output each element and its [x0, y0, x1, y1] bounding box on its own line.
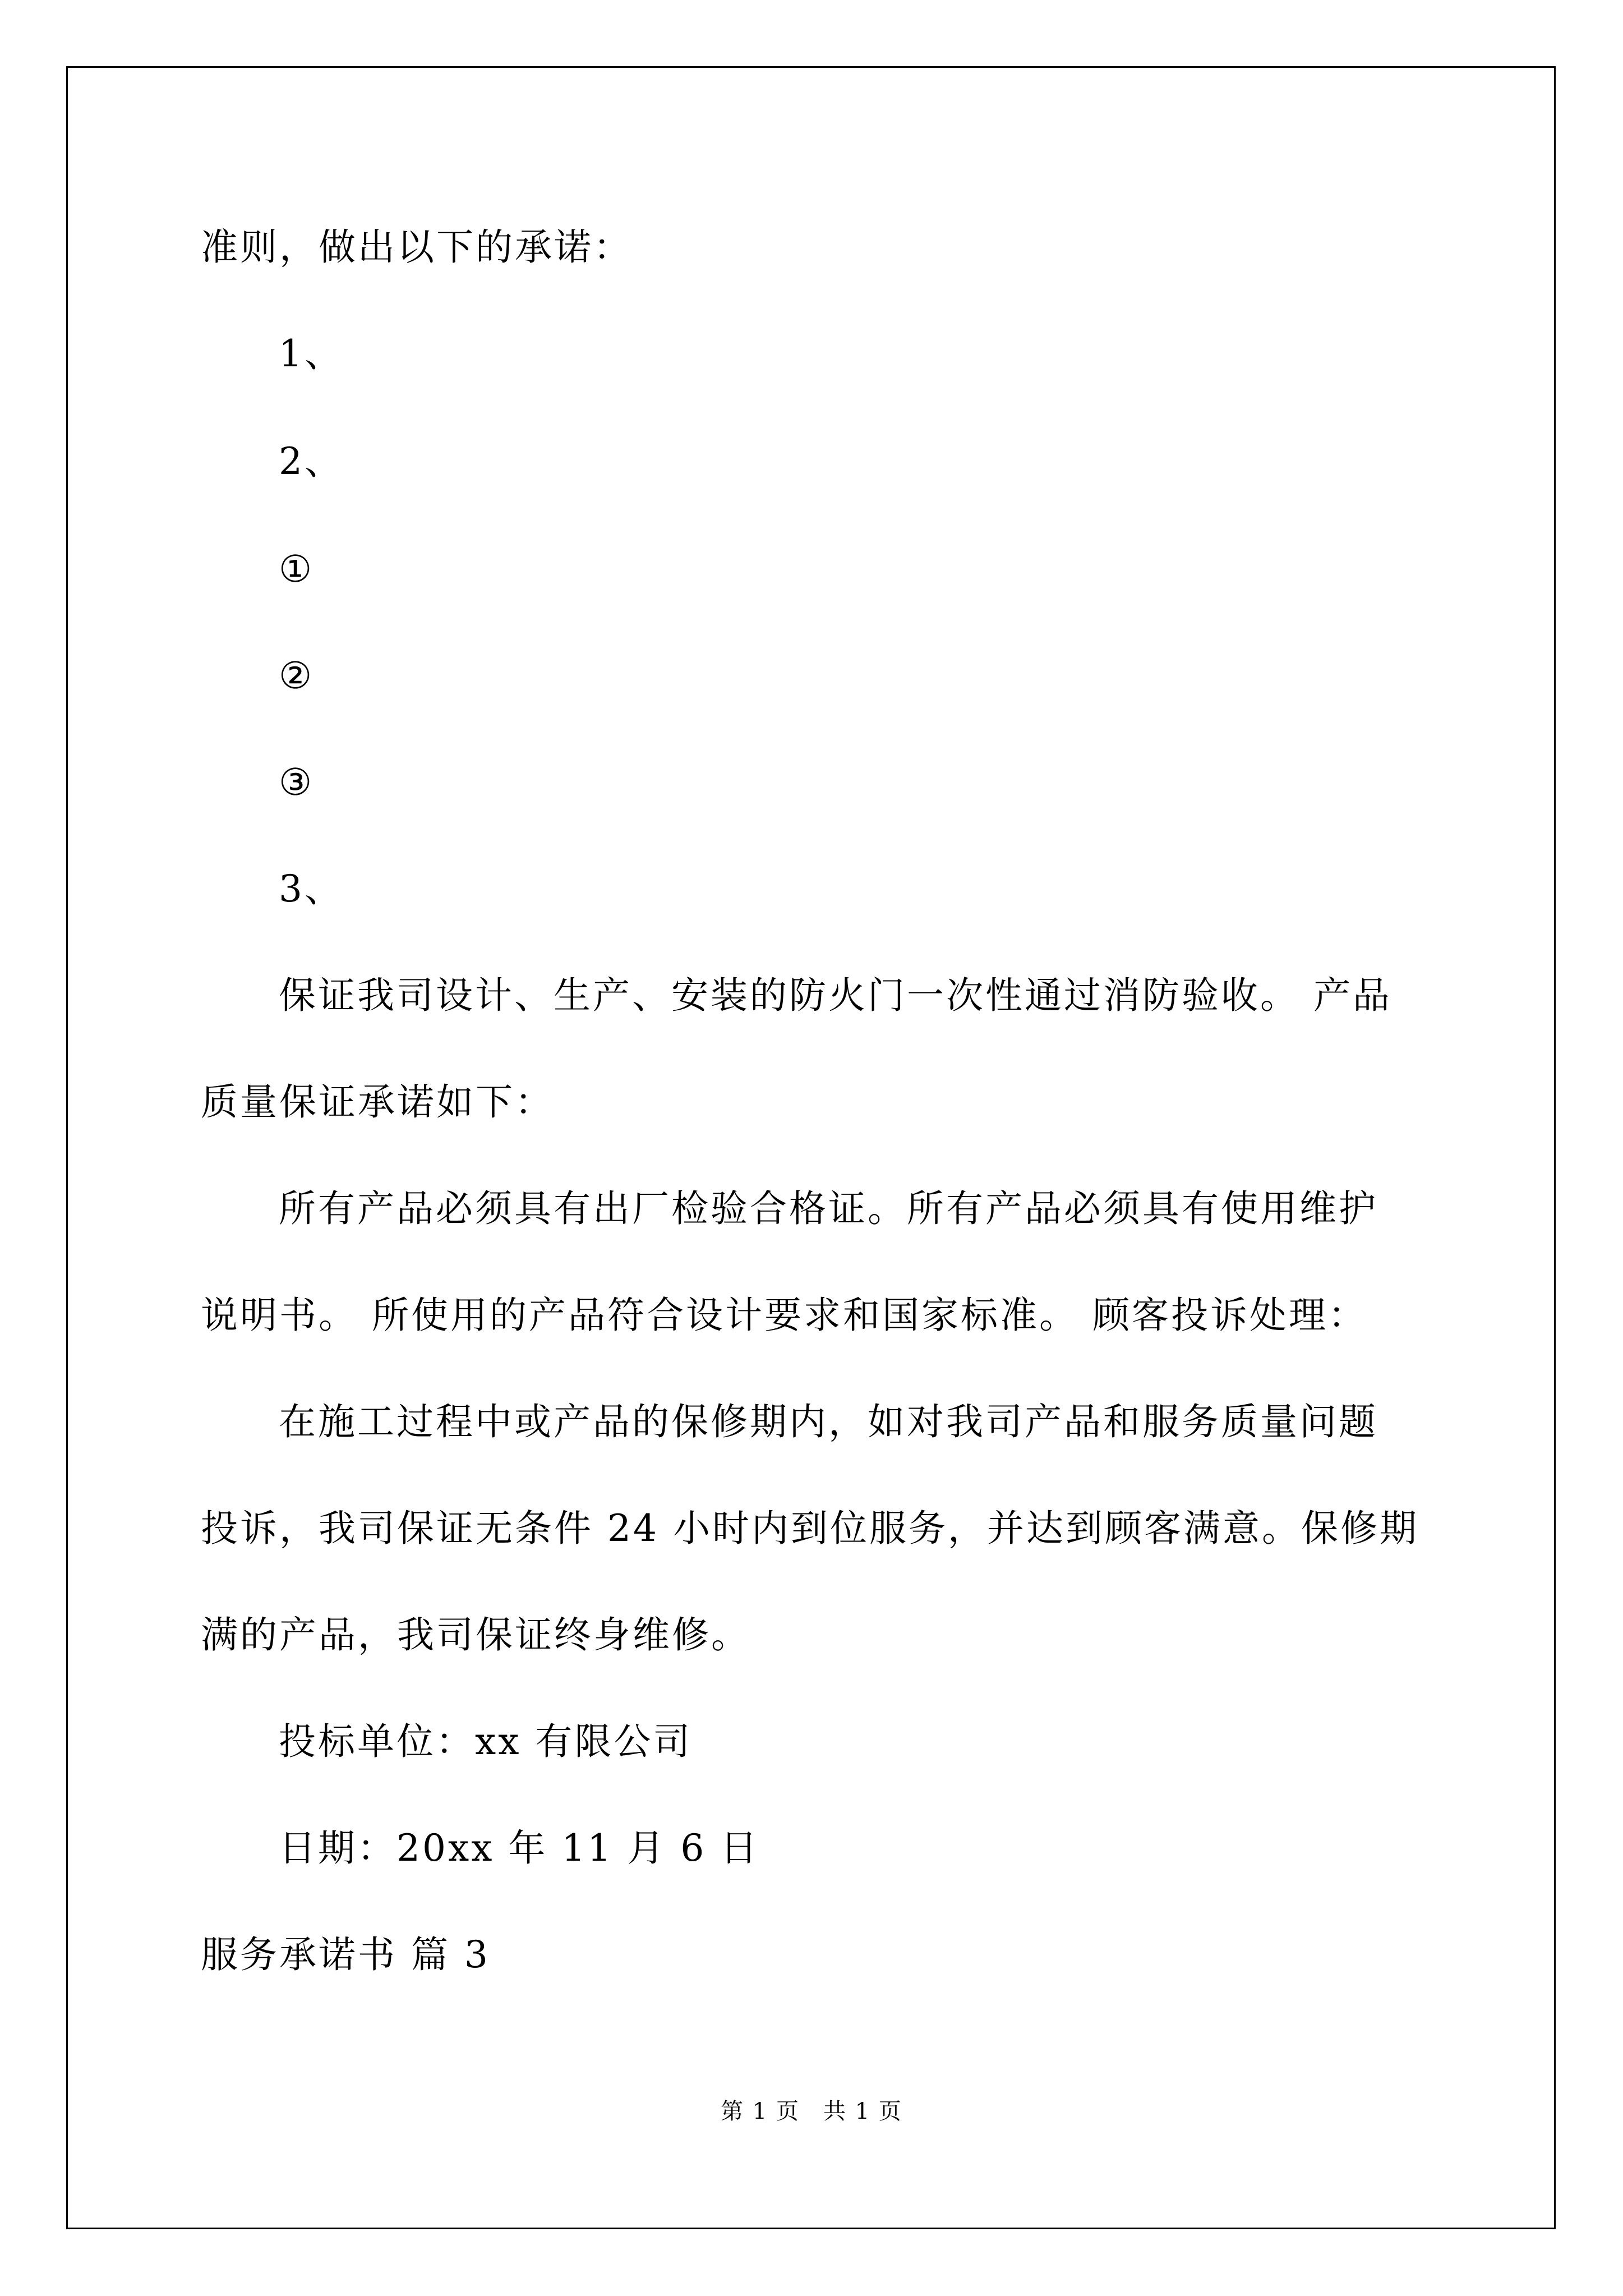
list-item-circled: ①	[279, 547, 315, 591]
page-footer: 第 1 页 共 1 页	[721, 2099, 902, 2124]
paragraph-line: 说明书。 所使用的产品符合设计要求和国家标准。 顾客投诉处理：	[201, 1294, 1367, 1337]
list-item-number: 1、	[279, 332, 344, 375]
section-heading: 服务承诺书 篇 3	[201, 1933, 490, 1976]
bidder-line: 投标单位：xx 有限公司	[279, 1720, 693, 1763]
paragraph-line: 质量保证承诺如下：	[201, 1080, 554, 1124]
date-line: 日期：20xx 年 11 月 6 日	[279, 1826, 760, 1870]
list-item-circled: ②	[279, 654, 315, 697]
list-item-number: 3、	[279, 867, 344, 910]
paragraph-line: 在施工过程中或产品的保修期内，如对我司产品和服务质量问题	[279, 1400, 1378, 1443]
paragraph-line: 所有产品必须具有出厂检验合格证。所有产品必须具有使用维护	[279, 1187, 1378, 1230]
list-item-number: 2、	[279, 440, 344, 483]
paragraph-line: 投诉，我司保证无条件 24 小时内到位服务，并达到顾客满意。保修期	[201, 1507, 1419, 1550]
list-item-circled: ③	[279, 761, 315, 804]
text-line: 准则，做出以下的承诺：	[201, 226, 633, 269]
paragraph-line: 保证我司设计、生产、安装的防火门一次性通过消防验收。 产品	[279, 974, 1392, 1017]
page-border	[66, 66, 1556, 2229]
paragraph-line: 满的产品，我司保证终身维修。	[201, 1613, 750, 1657]
